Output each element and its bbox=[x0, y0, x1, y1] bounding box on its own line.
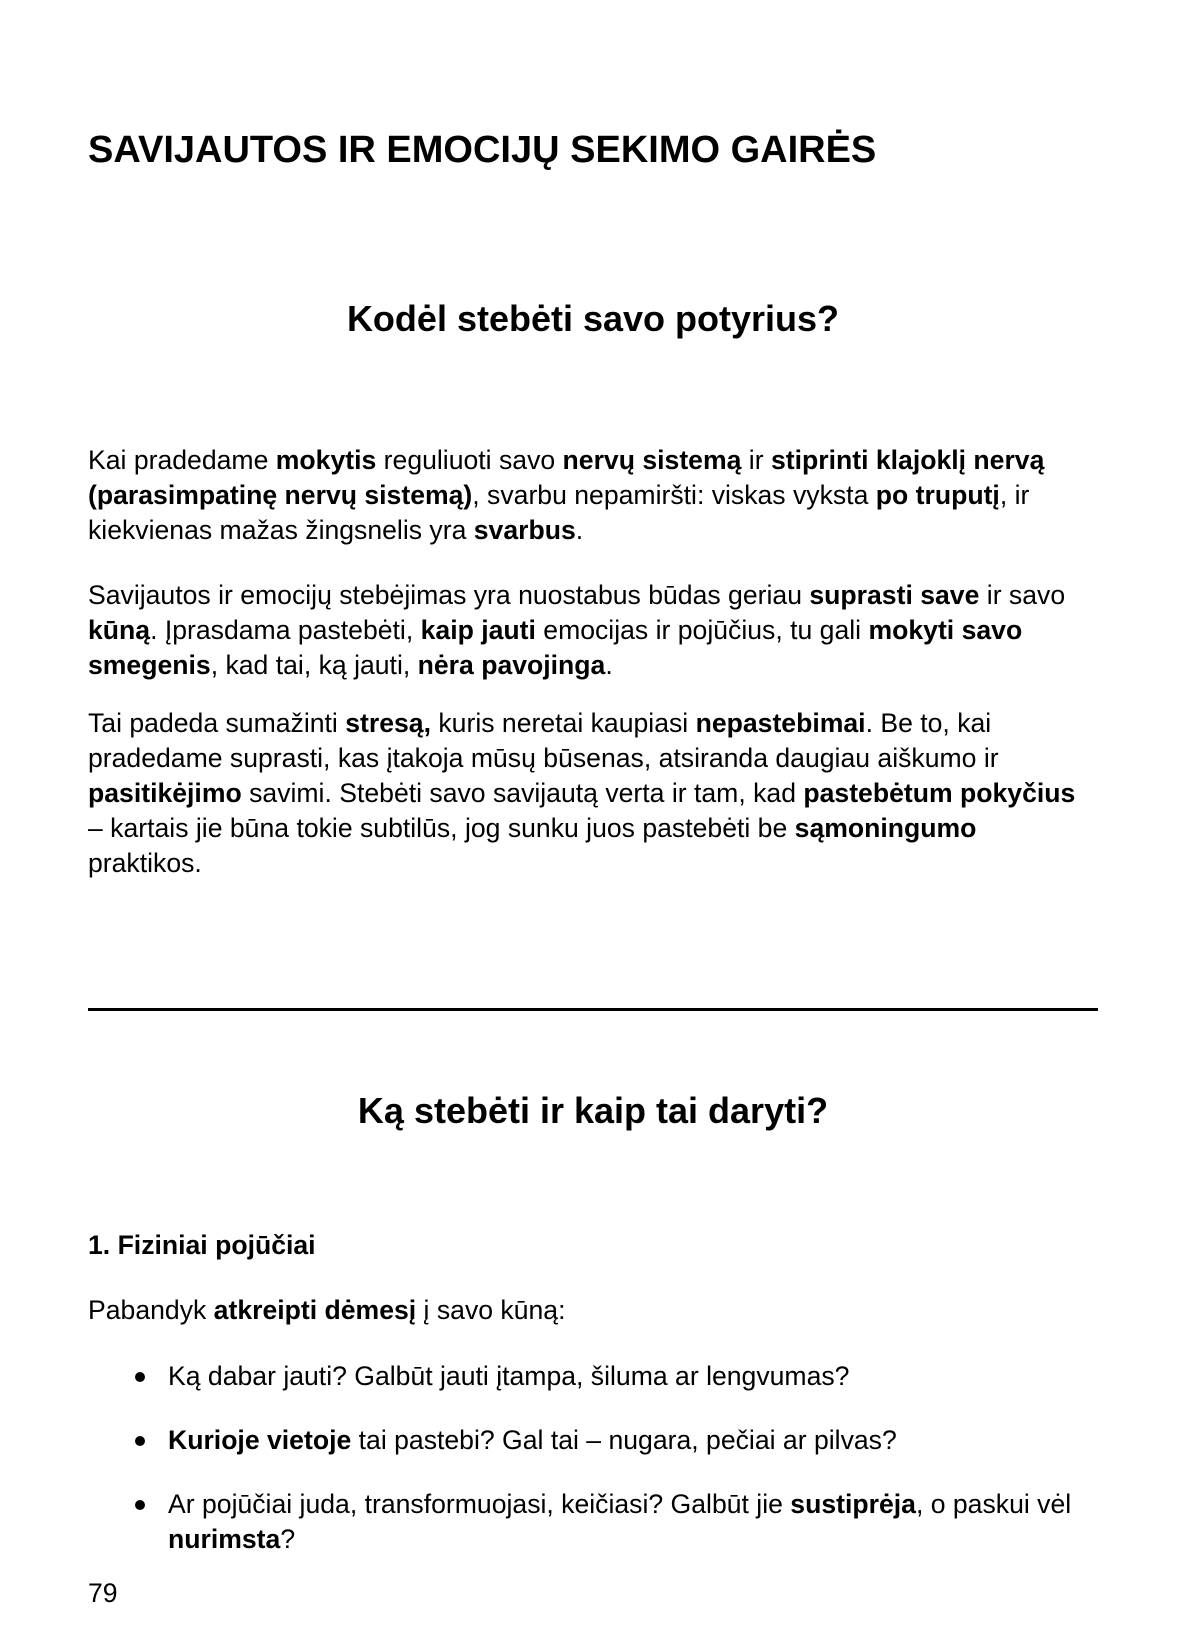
list-item-where-you-feel bbox=[133, 1423, 1091, 1458]
bullet-icon bbox=[135, 1500, 145, 1510]
paragraph-learning-nervous-system: Kai pradedame mokytis reguliuoti savo nervų sistemą ir stiprinti klajoklį nervą (parasimpatinę nervų sistemą), svarbu nepamiršti: viskas vyksta po truputį, ir kiekvienas mažas žingsnelis yra svarbus. bbox=[88, 445, 1045, 545]
bullet-list bbox=[133, 1359, 1091, 1557]
bullet-icon bbox=[135, 1372, 145, 1382]
list-item-sensation-changes bbox=[133, 1487, 1091, 1557]
document-title: SAVIJAUTOS IR EMOCIJŲ SEKIMO GAIRĖS bbox=[88, 129, 877, 171]
list-item-text: Ką dabar jauti? Galbūt jauti įtampa, šiluma ar lengvumas? bbox=[168, 1361, 850, 1391]
bullet-icon bbox=[135, 1436, 145, 1446]
section-divider bbox=[88, 1008, 1098, 1011]
paragraph-reduce-stress: Tai padeda sumažinti stresą, kuris neretai kaupiasi nepastebimai. Be to, kai pradedame suprasti, kas įtakoja mūsų būsenas, atsiranda daugiau aiškumo ir pasitikėjimo savimi. Stebėti savo savijautą verta ir tam, kad pastebėtum pokyčius – kartais jie būna tokie subtilūs, jog sunku juos pastebėti be sąmoningumo praktikos. bbox=[88, 708, 1076, 878]
page-content bbox=[88, 0, 1098, 1611]
list-item-what-you-feel bbox=[133, 1359, 1091, 1394]
section-heading-why-observe: Kodėl stebėti savo potyrius? bbox=[346, 298, 840, 339]
paragraph-intro-body-attention: Pabandyk atkreipti dėmesį į savo kūną: bbox=[88, 1295, 566, 1325]
subsection-heading-physical-sensations: 1. Fiziniai pojūčiai bbox=[88, 1230, 316, 1260]
page-number: 79 bbox=[88, 1578, 118, 1608]
section-heading-what-to-observe: Ką stebėti ir kaip tai daryti? bbox=[357, 1090, 829, 1131]
list-item-text: Kurioje vietoje tai pastebi? Gal tai – nugara, pečiai ar pilvas? bbox=[168, 1425, 897, 1455]
paragraph-observing-wellbeing: Savijautos ir emocijų stebėjimas yra nuostabus būdas geriau suprasti save ir savo kūną. Įprasdama pastebėti, kaip jauti emocijas ir pojūčius, tu gali mokyti savo smegenis, kad tai, ką jauti, nėra pavojinga. bbox=[88, 580, 1066, 680]
list-item-text: Ar pojūčiai juda, transformuojasi, keičiasi? Galbūt jie sustiprėja, o paskui vėl nurimsta? bbox=[168, 1489, 1072, 1554]
